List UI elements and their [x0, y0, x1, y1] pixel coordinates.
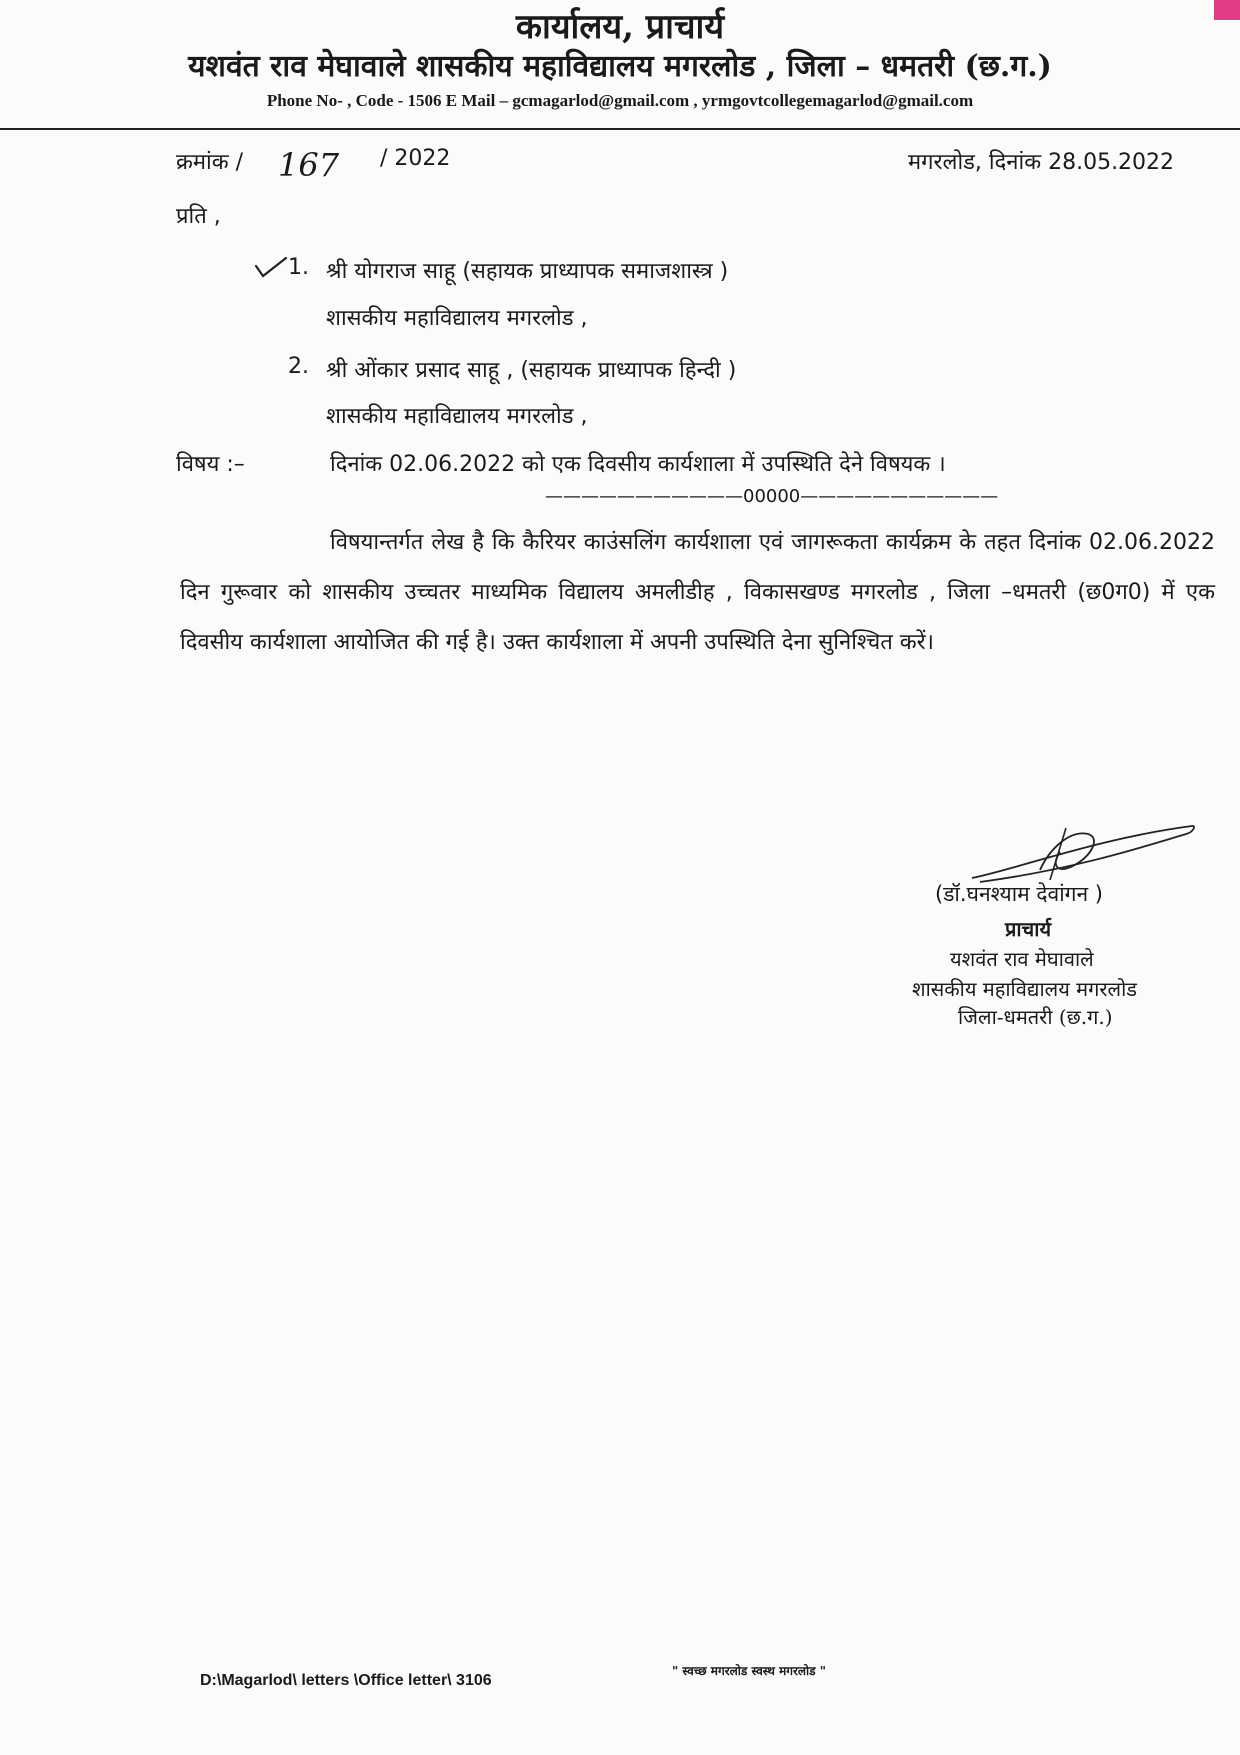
contact-line: Phone No- , Code - 1506 E Mail – gcmagarlod@gmail.com , yrmgovtcollegemagarlod@gmail.com — [266, 91, 974, 110]
file-path: D:\Magarlod\ letters \Office letter\ 3106 — [200, 1672, 492, 1689]
stamp-line-3: जिला-धमतरी (छ.ग.) — [958, 1005, 1113, 1029]
header-divider — [0, 128, 1240, 130]
recipient-2-name: श्री ओंकार प्रसाद साहू , (सहायक प्राध्यापक हिन्दी ) — [326, 358, 737, 383]
handwritten-signature — [960, 808, 1200, 888]
reference-year: / 2022 — [380, 146, 451, 171]
tick-mark-icon — [254, 252, 290, 280]
recipient-1-number: 1. — [288, 255, 309, 280]
signatory-designation: प्राचार्य — [1005, 917, 1052, 941]
separator-line: ———————————00000——————————— — [545, 486, 999, 507]
subject-label: विषय :– — [176, 452, 245, 477]
recipient-2-address: शासकीय महाविद्यालय मगरलोड , — [326, 404, 588, 429]
institution-name: यशवंत राव मेघावाले शासकीय महाविद्यालय मगरलोड , जिला – धमतरी (छ.ग.) — [188, 49, 1052, 84]
signatory-name: (डॉ.घनश्याम देवांगन ) — [935, 882, 1103, 906]
recipient-2-number: 2. — [288, 354, 309, 379]
recipient-1-name: श्री योगराज साहू (सहायक प्राध्यापक समाजशास्त्र ) — [326, 259, 729, 284]
letter-body: विषयान्तर्गत लेख है कि कैरियर काउंसलिंग कार्यशाला एवं जागरूकता कार्यक्रम के तहत दिनांक 02.06.2022 दिन गुरूवार को शासकीय उच्चतर माध्यमिक विद्यालय अमलीडीह , विकासखण्ड मगरलोड , जिला –धमतरी (छ0ग0) में एक दिवसीय कार्यशाला आयोजित की गई है। उक्त कार्यशाला में अपनी उपस्थिति देना सुनिश्चित करें। — [180, 530, 1215, 655]
reference-label: क्रमांक / — [176, 150, 244, 175]
reference-number: 167 — [278, 146, 340, 184]
subject-text: दिनांक 02.06.2022 को एक दिवसीय कार्यशाला में उपस्थिति देने विषयक । — [330, 452, 946, 477]
stamp-line-1: यशवंत राव मेघावाले — [950, 947, 1094, 971]
recipient-1-address: शासकीय महाविद्यालय मगरलोड , — [326, 306, 588, 331]
letter-date: मगरलोड, दिनांक 28.05.2022 — [908, 150, 1175, 175]
to-label: प्रति , — [176, 204, 221, 229]
stamp-line-2: शासकीय महाविद्यालय मगरलोड — [912, 977, 1137, 1001]
office-heading: कार्यालय, प्राचार्य — [515, 7, 725, 47]
footer-slogan: " स्वच्छ मगरलोड स्वस्थ मगरलोड " — [672, 1664, 827, 1678]
